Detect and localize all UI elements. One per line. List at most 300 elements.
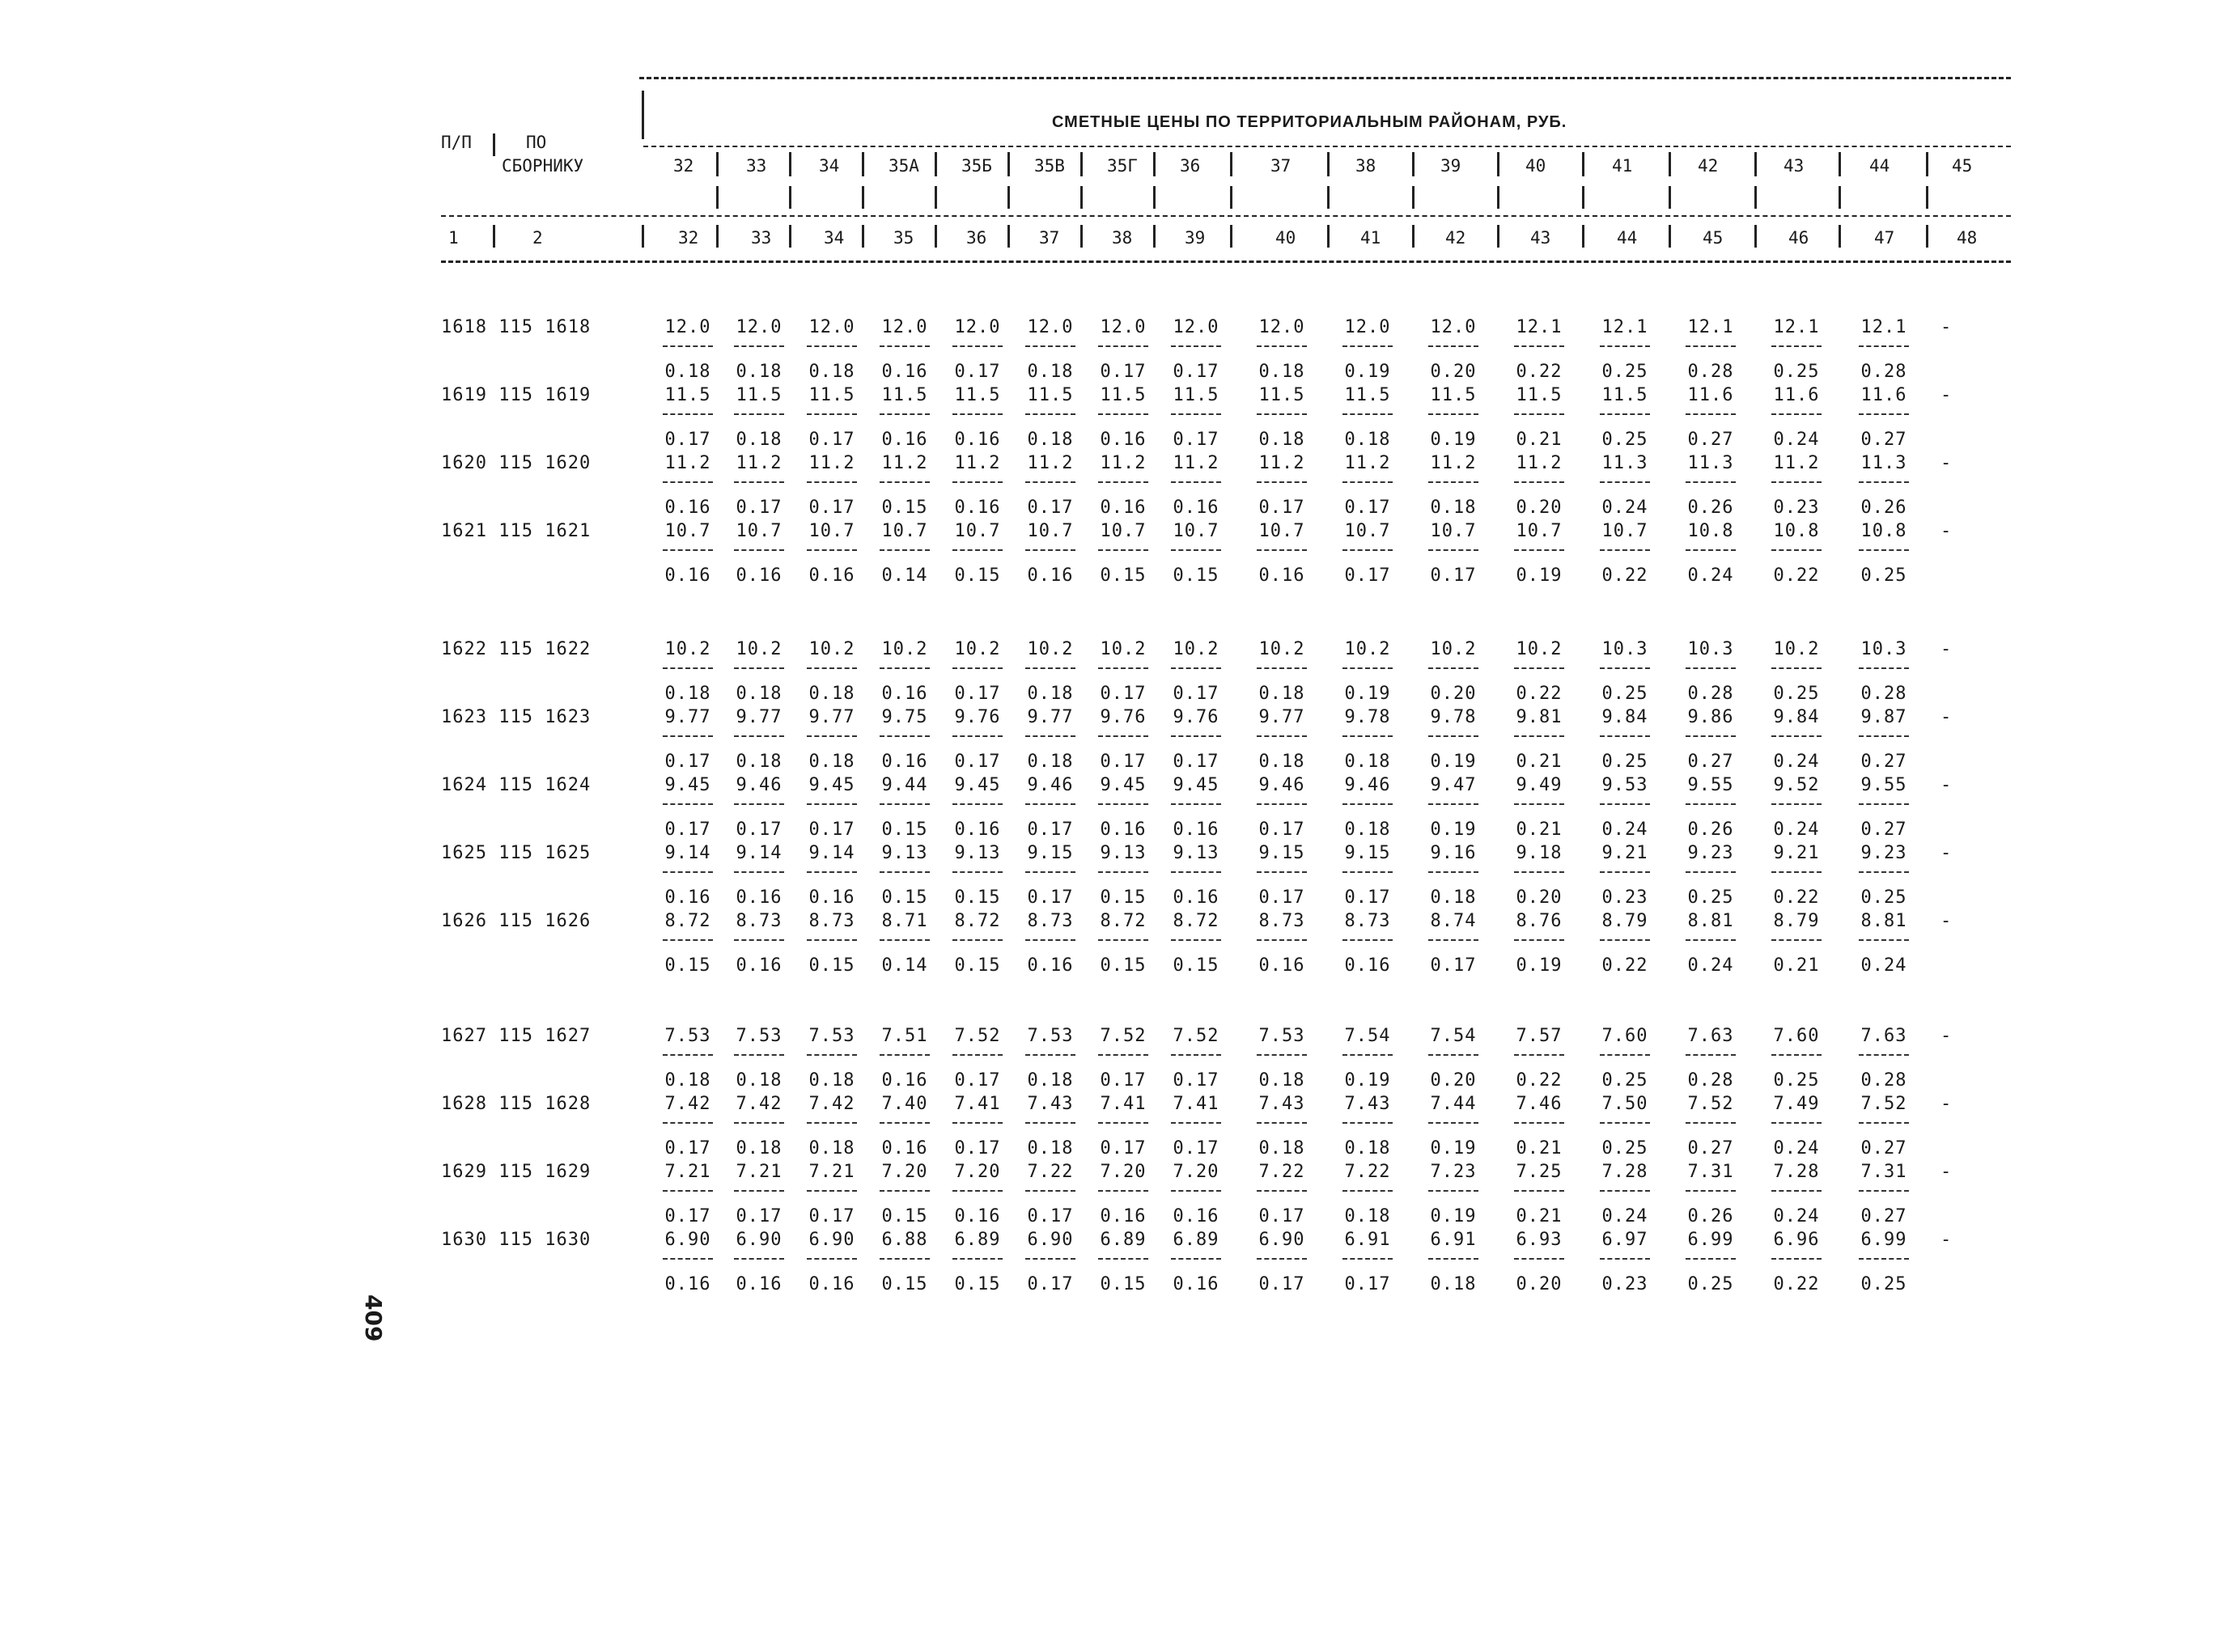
price-value: 9.76: [1173, 707, 1219, 727]
row-label: 1623 115 1623: [441, 707, 592, 727]
price-subvalue: 0.16: [954, 1206, 1001, 1226]
price-value: 6.90: [1258, 1230, 1305, 1250]
price-subvalue: 0.27: [1860, 430, 1907, 450]
row-label: 1619 115 1619: [441, 385, 592, 405]
fraction-bar: [1600, 413, 1650, 415]
fraction-bar: [734, 1258, 784, 1260]
price-subvalue: 0.26: [1687, 1206, 1734, 1226]
price-value: 11.3: [1601, 453, 1648, 473]
price-subvalue: 0.18: [1344, 1206, 1391, 1226]
price-value: 10.7: [736, 521, 783, 541]
column-48-empty-mark: -: [1940, 1094, 1952, 1114]
price-value: 9.13: [954, 843, 1001, 863]
price-subvalue: 0.18: [1344, 752, 1391, 772]
price-value: 7.43: [1258, 1094, 1305, 1114]
fraction-bar: [952, 871, 1003, 873]
price-value: 10.2: [954, 639, 1001, 659]
fraction-bar: [1859, 939, 1909, 941]
fraction-bar: [1171, 735, 1221, 737]
region-column-divider: [1153, 152, 1156, 176]
region-column-divider: [1327, 186, 1330, 209]
price-subvalue: 0.17: [1100, 684, 1147, 704]
price-subvalue: 0.15: [881, 1206, 928, 1226]
price-subvalue: 0.16: [1173, 1274, 1219, 1294]
fraction-bar: [1428, 345, 1478, 347]
fraction-bar: [952, 939, 1003, 941]
price-value: 10.2: [808, 639, 855, 659]
price-subvalue: 0.22: [1516, 684, 1563, 704]
price-subvalue: 0.17: [1027, 887, 1074, 908]
price-value: 7.23: [1430, 1162, 1477, 1182]
price-subvalue: 0.25: [1773, 684, 1820, 704]
column-number-divider: [862, 225, 864, 248]
price-value: 12.1: [1860, 317, 1907, 337]
price-subvalue: 0.16: [1100, 820, 1147, 840]
region-code-cell: 37: [1270, 156, 1292, 176]
price-value: 7.53: [736, 1026, 783, 1046]
price-value: 11.5: [808, 385, 855, 405]
price-value: 7.22: [1258, 1162, 1305, 1182]
price-value: 9.78: [1344, 707, 1391, 727]
fraction-bar: [1428, 667, 1478, 669]
fraction-bar: [1171, 1258, 1221, 1260]
fraction-bar: [1600, 1190, 1650, 1192]
price-subvalue: 0.16: [664, 887, 711, 908]
price-subvalue: 0.17: [1344, 565, 1391, 586]
price-value: 11.6: [1860, 385, 1907, 405]
price-value: 7.22: [1344, 1162, 1391, 1182]
price-value: 11.2: [1430, 453, 1477, 473]
price-subvalue: 0.18: [1258, 430, 1305, 450]
price-value: 10.8: [1687, 521, 1734, 541]
fraction-bar: [663, 735, 713, 737]
column-number-divider: [935, 225, 937, 248]
price-subvalue: 0.25: [1601, 684, 1648, 704]
price-value: 9.15: [1258, 843, 1305, 863]
region-column-divider: [716, 186, 719, 209]
fraction-bar: [1859, 871, 1909, 873]
price-subvalue: 0.23: [1773, 498, 1820, 518]
price-value: 12.0: [1258, 317, 1305, 337]
price-subvalue: 0.27: [1687, 430, 1734, 450]
region-column-divider: [716, 152, 719, 176]
price-value: 8.73: [1258, 911, 1305, 931]
header-col-sbornik: СБОРНИКУ: [502, 156, 584, 176]
column-48-empty-mark: -: [1940, 317, 1952, 337]
fraction-bar: [1771, 345, 1822, 347]
region-column-divider: [1926, 186, 1928, 209]
fraction-bar: [663, 939, 713, 941]
fraction-bar: [952, 549, 1003, 551]
price-subvalue: 0.18: [1027, 1070, 1074, 1091]
price-subvalue: 0.16: [1258, 565, 1305, 586]
fraction-bar: [1514, 939, 1564, 941]
price-subvalue: 0.18: [1430, 887, 1477, 908]
region-code-cell: 41: [1612, 156, 1633, 176]
fraction-bar: [1514, 667, 1564, 669]
price-subvalue: 0.24: [1687, 565, 1734, 586]
price-value: 8.74: [1430, 911, 1477, 931]
price-subvalue: 0.27: [1860, 1206, 1907, 1226]
price-subvalue: 0.17: [1100, 1138, 1147, 1159]
price-value: 8.73: [1344, 911, 1391, 931]
region-column-divider: [1007, 186, 1010, 209]
region-code-cell: 38: [1355, 156, 1376, 176]
region-column-divider: [1153, 186, 1156, 209]
price-subvalue: 0.17: [808, 1206, 855, 1226]
price-value: 10.2: [1100, 639, 1147, 659]
price-subvalue: 0.17: [664, 1138, 711, 1159]
price-value: 12.0: [954, 317, 1001, 337]
fraction-bar: [1600, 481, 1650, 483]
price-value: 6.99: [1860, 1230, 1907, 1250]
price-value: 7.42: [664, 1094, 711, 1114]
price-value: 7.20: [881, 1162, 928, 1182]
price-subvalue: 0.25: [1601, 752, 1648, 772]
price-value: 11.5: [1430, 385, 1477, 405]
price-value: 10.2: [1027, 639, 1074, 659]
fraction-bar: [880, 803, 930, 805]
price-subvalue: 0.24: [1773, 752, 1820, 772]
fraction-bar: [1257, 413, 1307, 415]
price-value: 10.2: [664, 639, 711, 659]
price-subvalue: 0.18: [1344, 430, 1391, 450]
price-value: 10.7: [1516, 521, 1563, 541]
price-subvalue: 0.15: [881, 498, 928, 518]
row-label: 1620 115 1620: [441, 453, 592, 473]
price-value: 7.20: [954, 1162, 1001, 1182]
price-value: 9.44: [881, 775, 928, 795]
row-label: 1621 115 1621: [441, 521, 592, 541]
price-subvalue: 0.16: [1100, 1206, 1147, 1226]
fraction-bar: [734, 735, 784, 737]
fraction-bar: [807, 803, 857, 805]
price-value: 7.44: [1430, 1094, 1477, 1114]
price-subvalue: 0.17: [664, 752, 711, 772]
price-value: 7.57: [1516, 1026, 1563, 1046]
column-48-empty-mark: -: [1940, 1026, 1952, 1046]
price-value: 11.5: [1601, 385, 1648, 405]
price-subvalue: 0.17: [1258, 1206, 1305, 1226]
price-value: 10.7: [1258, 521, 1305, 541]
fraction-bar: [1771, 871, 1822, 873]
price-subvalue: 0.16: [881, 1138, 928, 1159]
price-subvalue: 0.18: [736, 752, 783, 772]
price-subvalue: 0.17: [1344, 1274, 1391, 1294]
price-value: 9.13: [1100, 843, 1147, 863]
column-number-divider: [1754, 225, 1757, 248]
price-value: 10.2: [881, 639, 928, 659]
price-subvalue: 0.19: [1430, 1206, 1477, 1226]
price-value: 9.23: [1860, 843, 1907, 863]
price-value: 7.54: [1344, 1026, 1391, 1046]
region-column-divider: [1754, 152, 1757, 176]
price-value: 9.13: [1173, 843, 1219, 863]
column-number-cell: 41: [1360, 228, 1381, 248]
region-column-divider: [1582, 186, 1584, 209]
fraction-bar: [1514, 871, 1564, 873]
price-value: 12.0: [1173, 317, 1219, 337]
fraction-bar: [1771, 667, 1822, 669]
price-value: 7.53: [664, 1026, 711, 1046]
price-value: 9.45: [954, 775, 1001, 795]
fraction-bar: [1171, 413, 1221, 415]
price-subvalue: 0.18: [1344, 820, 1391, 840]
price-value: 9.46: [1258, 775, 1305, 795]
price-value: 9.16: [1430, 843, 1477, 863]
price-subvalue: 0.17: [664, 820, 711, 840]
price-subvalue: 0.18: [736, 362, 783, 382]
price-subvalue: 0.16: [808, 1274, 855, 1294]
fraction-bar: [1771, 1122, 1822, 1124]
price-value: 7.63: [1860, 1026, 1907, 1046]
row-label: 1622 115 1622: [441, 639, 592, 659]
region-column-divider: [862, 152, 864, 176]
price-subvalue: 0.18: [736, 1070, 783, 1091]
price-value: 11.2: [1258, 453, 1305, 473]
price-value: 8.81: [1687, 911, 1734, 931]
price-value: 11.5: [1258, 385, 1305, 405]
price-value: 6.90: [1027, 1230, 1074, 1250]
price-subvalue: 0.16: [881, 362, 928, 382]
column-number-divider: [1926, 225, 1928, 248]
price-subvalue: 0.20: [1516, 887, 1563, 908]
fraction-bar: [880, 345, 930, 347]
price-value: 9.78: [1430, 707, 1477, 727]
price-value: 7.53: [1258, 1026, 1305, 1046]
fraction-bar: [1342, 1122, 1393, 1124]
price-subvalue: 0.16: [664, 1274, 711, 1294]
region-column-divider: [935, 186, 937, 209]
price-subvalue: 0.17: [1027, 1206, 1074, 1226]
fraction-bar: [1171, 481, 1221, 483]
price-subvalue: 0.16: [954, 430, 1001, 450]
price-subvalue: 0.17: [954, 1138, 1001, 1159]
price-value: 7.43: [1027, 1094, 1074, 1114]
price-subvalue: 0.15: [954, 1274, 1001, 1294]
price-value: 11.2: [664, 453, 711, 473]
fraction-bar: [1171, 1122, 1221, 1124]
fraction-bar: [880, 939, 930, 941]
price-value: 7.63: [1687, 1026, 1734, 1046]
region-code-cell: 43: [1784, 156, 1805, 176]
price-subvalue: 0.19: [1430, 430, 1477, 450]
fraction-bar: [1257, 1190, 1307, 1192]
region-code-cell: 42: [1698, 156, 1719, 176]
fraction-bar: [1428, 803, 1478, 805]
price-subvalue: 0.18: [1027, 1138, 1074, 1159]
region-column-divider: [789, 152, 791, 176]
fraction-bar: [1600, 939, 1650, 941]
fraction-bar: [1600, 345, 1650, 347]
price-subvalue: 0.16: [1344, 955, 1391, 976]
price-value: 11.5: [954, 385, 1001, 405]
fraction-bar: [663, 1122, 713, 1124]
row-label: 1629 115 1629: [441, 1162, 592, 1182]
price-subvalue: 0.17: [1258, 887, 1305, 908]
fraction-bar: [1171, 1190, 1221, 1192]
price-subvalue: 0.19: [1430, 752, 1477, 772]
price-value: 9.13: [881, 843, 928, 863]
price-subvalue: 0.18: [1258, 684, 1305, 704]
price-value: 6.89: [954, 1230, 1001, 1250]
price-subvalue: 0.16: [808, 565, 855, 586]
fraction-bar: [734, 1190, 784, 1192]
fraction-bar: [1600, 1258, 1650, 1260]
fraction-bar: [1428, 413, 1478, 415]
price-subvalue: 0.15: [1100, 1274, 1147, 1294]
region-column-divider: [862, 186, 864, 209]
region-column-divider: [1582, 152, 1584, 176]
column-number-divider: [1327, 225, 1330, 248]
price-subvalue: 0.25: [1601, 1138, 1648, 1159]
price-value: 9.77: [1027, 707, 1074, 727]
price-subvalue: 0.18: [1258, 1138, 1305, 1159]
price-subvalue: 0.17: [1258, 1274, 1305, 1294]
price-value: 11.2: [1100, 453, 1147, 473]
header-col-po: ПО: [526, 133, 547, 152]
fraction-bar: [1025, 735, 1075, 737]
price-value: 8.72: [664, 911, 711, 931]
price-subvalue: 0.16: [736, 565, 783, 586]
fraction-bar: [1428, 1258, 1478, 1260]
fraction-bar: [1342, 1054, 1393, 1056]
price-subvalue: 0.24: [1773, 820, 1820, 840]
price-value: 7.46: [1516, 1094, 1563, 1114]
price-subvalue: 0.17: [1258, 820, 1305, 840]
fraction-bar: [807, 735, 857, 737]
price-value: 8.73: [808, 911, 855, 931]
fraction-bar: [1600, 735, 1650, 737]
price-subvalue: 0.16: [736, 1274, 783, 1294]
fraction-bar: [663, 481, 713, 483]
price-subvalue: 0.24: [1601, 820, 1648, 840]
price-value: 10.7: [1344, 521, 1391, 541]
price-value: 10.2: [1516, 639, 1563, 659]
column-number-cell: 37: [1039, 228, 1060, 248]
fraction-bar: [880, 413, 930, 415]
price-value: 9.53: [1601, 775, 1648, 795]
price-subvalue: 0.17: [808, 430, 855, 450]
price-subvalue: 0.27: [1860, 1138, 1907, 1159]
price-subvalue: 0.17: [808, 820, 855, 840]
price-subvalue: 0.27: [1860, 752, 1907, 772]
price-value: 7.60: [1773, 1026, 1820, 1046]
price-value: 9.77: [736, 707, 783, 727]
column-48-empty-mark: -: [1940, 1162, 1952, 1182]
region-column-divider: [789, 186, 791, 209]
price-subvalue: 0.17: [1173, 430, 1219, 450]
fraction-bar: [734, 1122, 784, 1124]
price-subvalue: 0.18: [1258, 1070, 1305, 1091]
price-subvalue: 0.22: [1773, 1274, 1820, 1294]
price-value: 7.51: [881, 1026, 928, 1046]
price-subvalue: 0.18: [1027, 752, 1074, 772]
price-value: 7.40: [881, 1094, 928, 1114]
fraction-bar: [1342, 803, 1393, 805]
price-value: 7.21: [664, 1162, 711, 1182]
price-value: 11.2: [1516, 453, 1563, 473]
column-number-cell: 43: [1530, 228, 1551, 248]
fraction-bar: [952, 1054, 1003, 1056]
fraction-bar: [1098, 939, 1148, 941]
price-subvalue: 0.17: [736, 820, 783, 840]
price-value: 7.49: [1773, 1094, 1820, 1114]
fraction-bar: [1098, 735, 1148, 737]
fraction-bar: [1859, 345, 1909, 347]
price-subvalue: 0.17: [1100, 1070, 1147, 1091]
price-value: 7.52: [1860, 1094, 1907, 1114]
price-subvalue: 0.19: [1344, 684, 1391, 704]
column-number-divider: [1669, 225, 1671, 248]
region-code-cell: 35А: [889, 156, 919, 176]
row-label: 1625 115 1625: [441, 843, 592, 863]
price-subvalue: 0.25: [1773, 1070, 1820, 1091]
price-subvalue: 0.18: [664, 362, 711, 382]
price-subvalue: 0.16: [808, 887, 855, 908]
price-value: 7.52: [954, 1026, 1001, 1046]
price-value: 12.1: [1516, 317, 1563, 337]
price-subvalue: 0.16: [1258, 955, 1305, 976]
price-value: 9.77: [664, 707, 711, 727]
price-subvalue: 0.24: [1773, 430, 1820, 450]
fraction-bar: [807, 1054, 857, 1056]
fraction-bar: [1257, 1258, 1307, 1260]
fraction-bar: [1257, 549, 1307, 551]
row-label: 1618 115 1618: [441, 317, 592, 337]
price-value: 10.7: [664, 521, 711, 541]
price-subvalue: 0.23: [1601, 887, 1648, 908]
price-subvalue: 0.18: [808, 752, 855, 772]
price-value: 12.0: [881, 317, 928, 337]
price-value: 10.7: [1601, 521, 1648, 541]
price-value: 12.0: [664, 317, 711, 337]
fraction-bar: [734, 667, 784, 669]
fraction-bar: [1859, 1258, 1909, 1260]
price-value: 9.75: [881, 707, 928, 727]
price-value: 11.2: [1344, 453, 1391, 473]
price-value: 11.2: [881, 453, 928, 473]
price-value: 11.5: [1173, 385, 1219, 405]
price-value: 7.31: [1687, 1162, 1734, 1182]
price-value: 11.5: [1027, 385, 1074, 405]
price-subvalue: 0.16: [1100, 498, 1147, 518]
price-value: 9.14: [736, 843, 783, 863]
fraction-bar: [1771, 1054, 1822, 1056]
price-value: 11.2: [1027, 453, 1074, 473]
price-value: 6.89: [1173, 1230, 1219, 1250]
price-value: 11.3: [1860, 453, 1907, 473]
price-value: 7.20: [1100, 1162, 1147, 1182]
column-number-cell: 46: [1788, 228, 1809, 248]
region-code-cell: 32: [673, 156, 694, 176]
price-value: 10.3: [1687, 639, 1734, 659]
fraction-bar: [880, 871, 930, 873]
row-label: 1624 115 1624: [441, 775, 592, 795]
price-value: 12.0: [808, 317, 855, 337]
fraction-bar: [1859, 1190, 1909, 1192]
price-subvalue: 0.16: [664, 565, 711, 586]
column-number-cell: 33: [751, 228, 772, 248]
price-subvalue: 0.28: [1860, 684, 1907, 704]
column-48-empty-mark: -: [1940, 775, 1952, 795]
price-subvalue: 0.24: [1860, 955, 1907, 976]
price-value: 9.87: [1860, 707, 1907, 727]
region-column-divider: [1080, 152, 1083, 176]
price-subvalue: 0.20: [1430, 684, 1477, 704]
fraction-bar: [1257, 1054, 1307, 1056]
fraction-bar: [952, 1122, 1003, 1124]
